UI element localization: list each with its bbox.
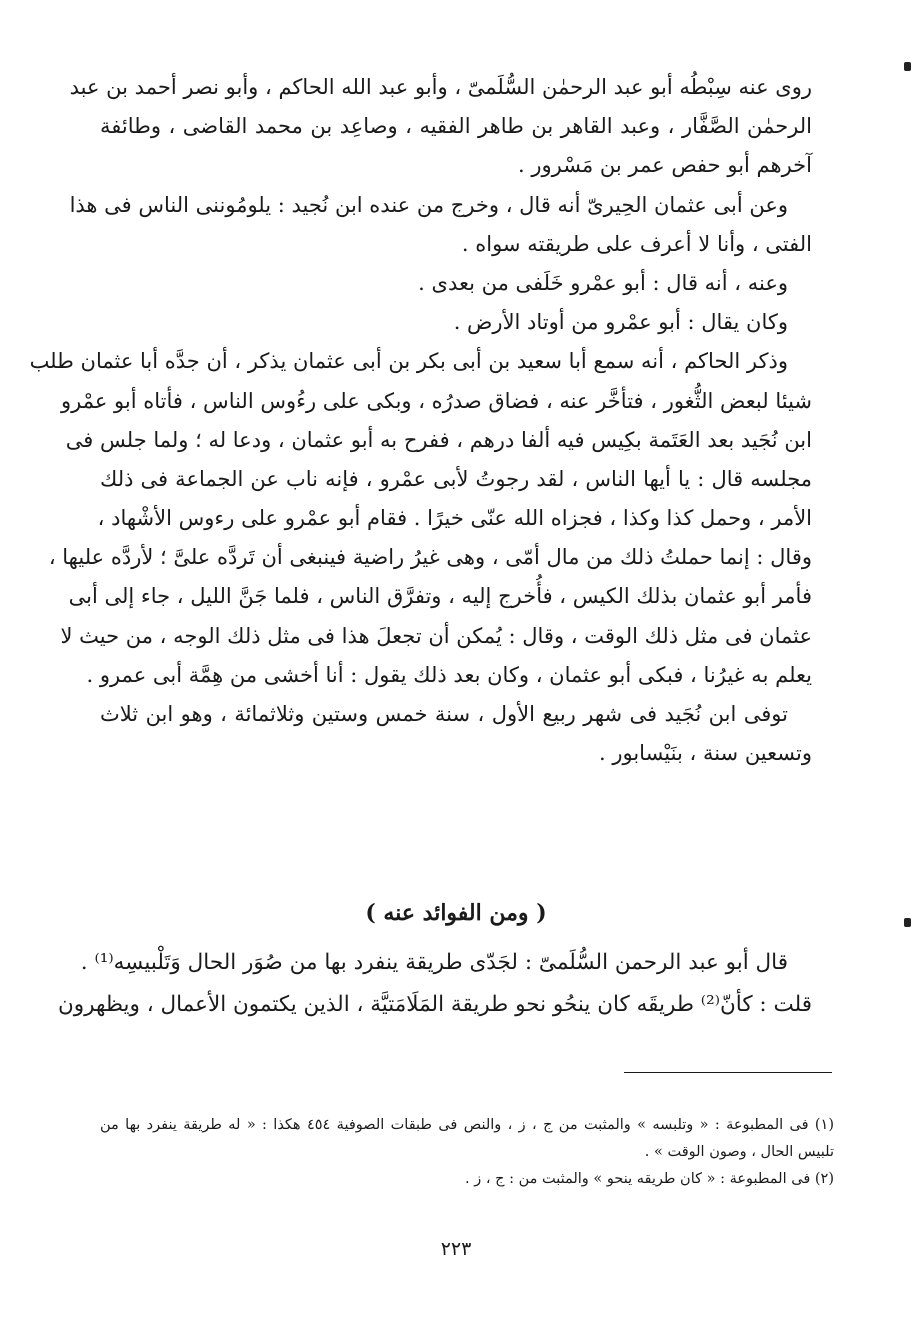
text-line: ابن نُجَيد بعد العَتَمة بكِيس فيه ألفا درهم ، ففرح به أبو عثمان ، ودعا له ؛ ولما جلس فى [65, 427, 812, 452]
footnote-divider [624, 1072, 832, 1073]
main-text-continued [57, 942, 812, 1026]
text-line: وتسعين سنة ، بنَيْسابور . [598, 741, 812, 766]
footnote-line: (١) فى المطبوعة : « وتلبسه » والمثبت من ج ، ز ، والنص فى طبقات الصوفية ٤٥٤ هكذا : « له طريقة ينفرد بها من [100, 1117, 834, 1133]
text-line: يعلم به غيرُنا ، فبكى أبو عثمان ، وكان بعد ذلك يقول : أنا أخشى من هِمَّة أبى عمرو . [86, 662, 812, 687]
text-line: قال أبو عبد الرحمن السُّلَمىّ : لجَدّى طريقة ينفرد بها من صُوَر الحال وَتَلْبيسِه⁽¹⁾ . [80, 950, 788, 975]
text-line: الأمر ، وحمل كذا وكذا ، فجزاه الله عنّى خيرًا . فقام أبو عمْرو على رءوس الأشْهاد ، [97, 506, 812, 531]
text-line: روى عنه سِبْطُه أبو عبد الرحمٰن السُّلَمىّ ، وأبو عبد الله الحاكم ، وأبو نصر أحمد بن عبد [69, 75, 812, 99]
text-line: آخرهم أبو حفص عمر بن مَسْرور . [518, 153, 812, 178]
margin-mark [904, 918, 911, 927]
footnotes [100, 1112, 834, 1193]
text-line: فأمر أبو عثمان بذلك الكيس ، فأُخرج إليه ، وتفرَّق الناس ، فلما جَنَّ الليل ، جاء إلى أبى [68, 584, 812, 609]
text-line: شيئا لبعض الثُّغور ، فتأخَّر عنه ، فضاق صدرُه ، وبكى على رءُوس الناس ، فأتاه أبو عمْرو [60, 388, 812, 413]
text-line: وقال : إنما حملتُ ذلك من مال أمّى ، وهى غيرُ راضية فينبغى أن تَردَّه علىَّ ؛ لأردَّه عليها ، [48, 545, 812, 570]
text-line: الرحمٰن الصَّفَّار ، وعبد القاهر بن طاهر الفقيه ، وصاعِد بن محمد القاضى ، وطائفة [100, 114, 812, 139]
main-text [29, 68, 812, 773]
margin-mark [904, 62, 911, 71]
text-line: وكان يقال : أبو عمْرو من أوتاد الأرض . [453, 310, 788, 335]
text-line: عثمان فى مثل ذلك الوقت ، وقال : يُمكن أن تجعلَ هذا فى مثل ذلك الوجه ، من حيث لا [60, 623, 812, 648]
section-heading: ( ومن الفوائد عنه ) [365, 900, 547, 926]
text-line: قلت : كأنّ⁽²⁾ طريقَه كان ينحُو نحو طريقة المَلَامَتيَّة ، الذين يكتمون الأعمال ، ويظهرون [57, 992, 812, 1017]
page-number: ٢٢٣ [440, 1238, 472, 1260]
text-line: وعن أبى عثمان الحِيرىّ أنه قال ، وخرج من عنده ابن نُجيد : يلومُوننى الناس فى هذا [69, 192, 788, 217]
text-line: وعنه ، أنه قال : أبو عمْرو خَلَفى من بعدى . [418, 270, 788, 295]
footnote-line: (٢) فى المطبوعة : « كان طريقه ينحو » والمثبت من : ج ، ز . [464, 1171, 834, 1187]
text-line: الفتى ، وأنا لا أعرف على طريقته سواه . [461, 231, 812, 256]
text-line: توفى ابن نُجَيد فى شهر ربيع الأول ، سنة خمس وستين وثلاثمائة ، وهو ابن ثلاث [100, 702, 788, 726]
text-line: مجلسه قال : يا أيها الناس ، لقد رجوتُ لأبى عمْرو ، فإنه ناب عن الجماعة فى ذلك [100, 466, 812, 491]
footnote-line: تلبيس الحال ، وصون الوقت » . [644, 1144, 834, 1160]
text-line: وذكر الحاكم ، أنه سمع أبا سعيد بن أبى بكر بن أبى عثمان يذكر ، أن جدَّه أبا عثمان طلب [29, 349, 788, 374]
